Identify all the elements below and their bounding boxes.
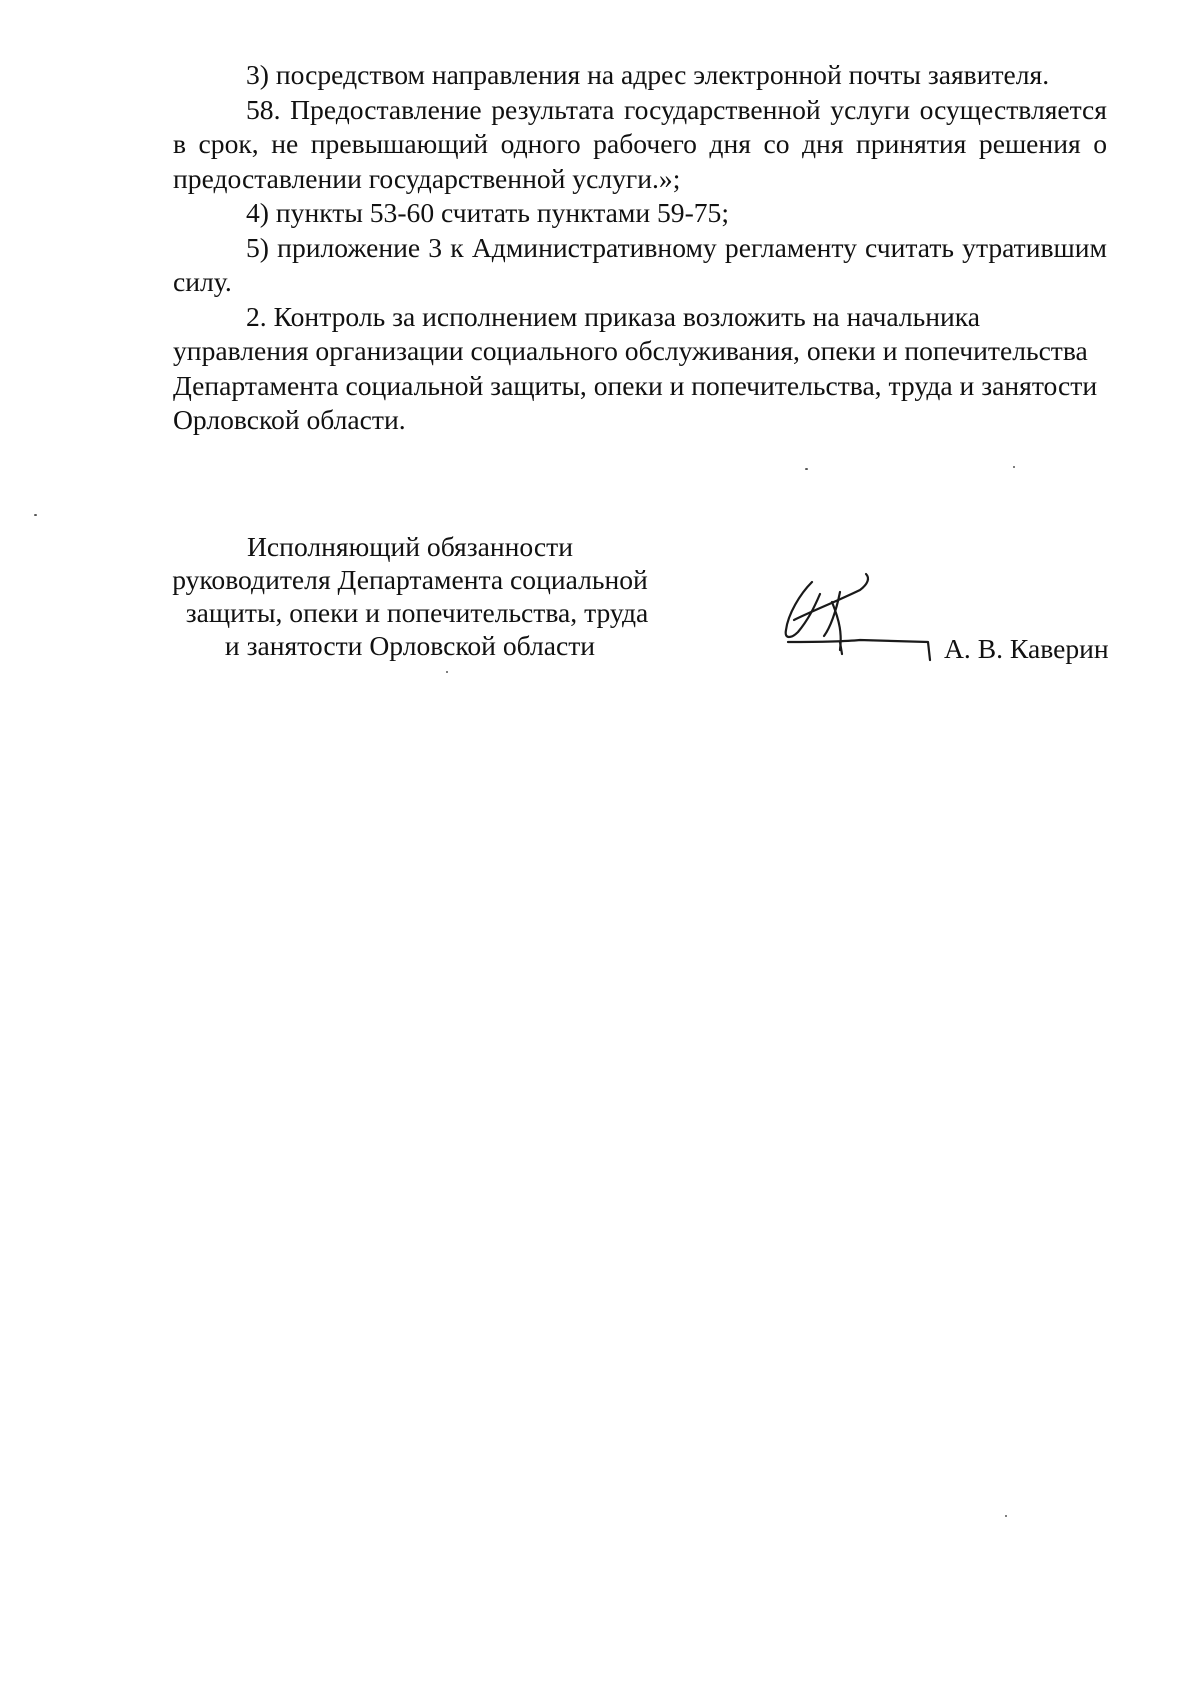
paragraph-control: 2. Контроль за исполнением приказа возложить на начальника управления организации социального обслуживания, опеки и попечительства Департамента социальной защиты, опеки и попечительства, труда и занятости Орловской области. bbox=[173, 300, 1098, 435]
paragraph-item-5: 5) приложение 3 к Административному регламенту считать утратившим силу. bbox=[173, 231, 1107, 297]
scan-speck bbox=[805, 468, 808, 470]
paragraph-item-4: 4) пункты 53-60 считать пунктами 59-75; bbox=[246, 197, 730, 228]
position-line: защиты, опеки и попечительства, труда bbox=[185, 597, 649, 628]
scan-speck bbox=[446, 671, 448, 673]
signer-name: А. В. Каверин bbox=[944, 633, 1109, 664]
scan-speck bbox=[1013, 466, 1015, 468]
signatory-position bbox=[150, 530, 670, 662]
scan-speck bbox=[34, 514, 37, 516]
paragraph-58: 58. Предоставление результата государственной услуги осуществляется в срок, не превышающий одного рабочего дня со дня принятия решения о предоставлении государственной услуги.»; bbox=[173, 93, 1107, 194]
scan-speck bbox=[1005, 1515, 1007, 1517]
document-body bbox=[173, 58, 1107, 438]
position-line: руководителя Департамента социальной bbox=[172, 564, 648, 595]
handwritten-signature bbox=[780, 572, 940, 687]
position-line: Исполняющий обязанности bbox=[247, 531, 573, 562]
position-line: и занятости Орловской области bbox=[224, 630, 596, 661]
paragraph-item-3: 3) посредством направления на адрес электронной почты заявителя. bbox=[246, 59, 1050, 90]
